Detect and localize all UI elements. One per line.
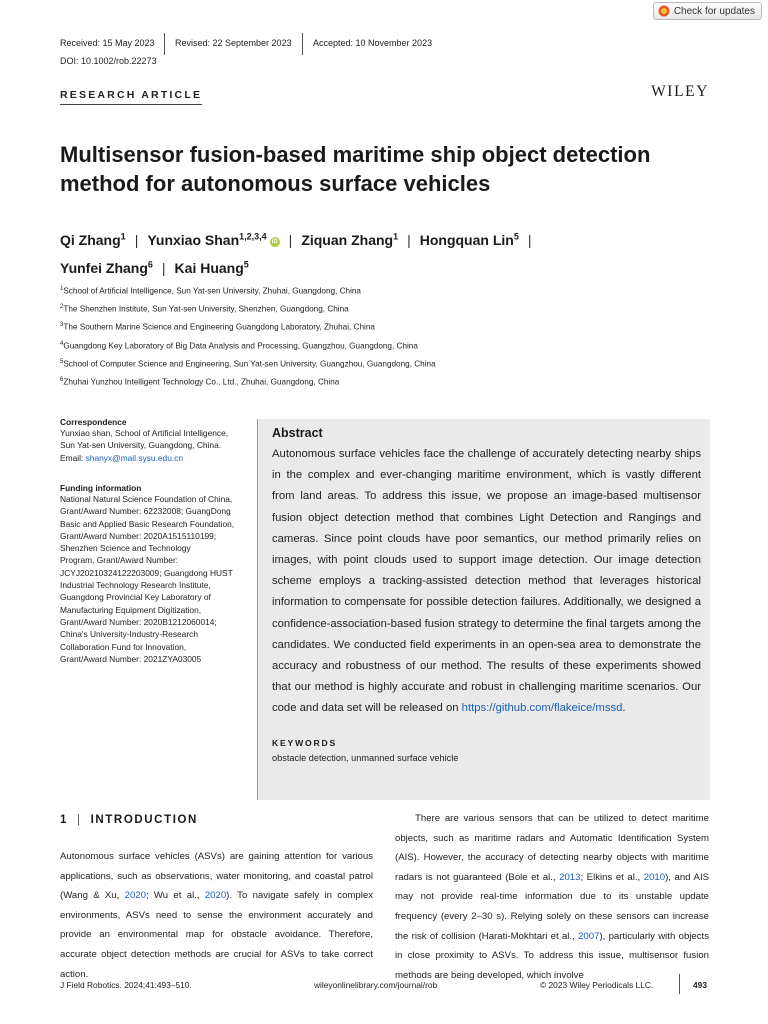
funding-line: Industrial Technology Research Institute, [60,580,211,591]
page-number: 493 [693,980,707,990]
header-divider [164,33,165,55]
intro-heading: 1 | INTRODUCTION [60,814,198,826]
affiliation: $^2$The Shenzhen Institute, Sun Yat-sen University, Shenzhen, Guangdong, China [60,304,349,314]
doi: DOI: 10.1002/rob.22273 [60,56,157,66]
funding-line: National Natural Science Foundation of China, [60,494,233,504]
footer-divider [679,974,680,994]
section-label: RESEARCH ARTICLE [60,89,203,101]
affiliation: $^5$School of Computer Science and Engineering, Sun Yat-sen University, Guangzhou, Guangdong, China [60,359,436,369]
funding-line: Basic and Applied Basic Research Foundation, [60,518,235,529]
citation-link[interactable]: 2020 [124,890,146,902]
author[interactable]: Yunfei Zhang$^6$ [60,259,153,277]
correspondence-heading: Correspondence [60,417,127,427]
section-underline [60,104,202,105]
keywords-heading: KEYWORDS [272,738,338,748]
title-line: Multisensor fusion-based maritime ship object detection [60,142,651,167]
citation-link[interactable]: 2007 [578,930,600,942]
correspondence-block [60,417,250,464]
section-number: 1 [60,814,68,826]
author[interactable]: Qi Zhang$^1$ [60,231,126,248]
intro-left-paragraph: Autonomous surface vehicles (ASVs) are gaining attention for various applications, such as observations, water monitoring, and coastal patrol (Wang & Xu, 2020; Wu et al., 2020). To navigate safely in complex environments, ASVs need to sense the environment accurately and provide an environmental map for obstacle avoidance. Therefore, accurate object detection methods are crucial for ASVs to take correct action. [60,851,374,980]
affiliation: $^1$School of Artificial Intelligence, Sun Yat-sen University, Zhuhai, Guangdong, China [60,286,361,296]
keywords-text: obstacle detection, unmanned surface vehicle [272,753,459,763]
funding-line: Program, Grant/Award Number: [60,555,179,566]
author[interactable]: Hongquan Lin$^5$ [419,231,519,248]
funding-line: Manufacturing Equipment Digitization, [60,604,202,615]
abstract-box [257,419,710,800]
header-divider [302,33,303,55]
accepted-date: Accepted: 10 November 2023 [313,38,433,48]
revised-date: Revised: 22 September 2023 [175,38,292,48]
funding-heading: Funding information [60,483,142,493]
funding-line: Grant/Award Number: 2020A1515110199; [60,530,217,541]
funding-line: Grant/Award Number: 62232008; GuangDong [60,506,231,517]
check-updates-icon [658,5,670,17]
correspondence-line: Sun Yat-sen University, Guangdong, China. [60,440,222,451]
funding-line: China's University-Industry-Research [60,629,198,640]
affiliation: $^6$Zhuhai Yunzhou Intelligent Technology Co., Ltd., Zhuhai, Guangdong, China [60,377,340,387]
funding-line: Guangdong Provincial Key Laboratory of [60,592,211,603]
affiliation: $^4$Guangdong Key Laboratory of Big Data Analysis and Processing, Guangzhou, Guangdong, China [60,341,418,351]
email-link[interactable]: shanyx@mail.sysu.edu.cn [85,452,184,463]
check-updates-label: Check for updates [673,5,755,17]
citation-link[interactable]: 2013 [559,871,581,883]
funding-line: Grant/Award Number: 2020B1212060014; [60,616,217,627]
citation-link[interactable]: 2020 [204,890,227,902]
received-date: Received: 15 May 2023 [60,38,155,48]
funding-line: JCYJ20210324122203009; Guangdong HUST [60,567,233,578]
abstract-heading: Abstract [272,426,323,440]
author[interactable]: Ziquan Zhang$^1$ [301,231,399,248]
code-link[interactable]: https://github.com/flakeice/mssd [461,702,623,715]
author-list: Qi Zhang$^1$ | Yunxiao Shan$^{1,2,3,4}$iD | Ziquan Zhang$^1$ | Hongquan Lin$^5$ | Yunfei Zhang$^6$ | Kai Huang$^5$ [60,231,532,277]
correspondence-email-line: Email: shanyx@mail.sysu.edu.cn [60,452,184,463]
funding-line: Collaboration Fund for Innovation, [60,641,187,652]
funding-block [60,483,250,665]
journal-url-link[interactable]: wileyonlinelibrary.com/journal/rob [314,980,438,990]
funding-line: Shenzhen Science and Technology [60,543,191,554]
copyright: © 2023 Wiley Periodicals LLC. [540,980,654,990]
article-title [60,140,700,198]
orcid-icon[interactable]: iD [271,238,278,245]
check-for-updates-button[interactable] [653,2,762,20]
affiliation: $^3$The Southern Marine Science and Engineering Guangdong Laboratory, Zhuhai, China [60,322,375,332]
title-line: method for autonomous surface vehicles [60,171,491,196]
author[interactable]: Kai Huang$^5$ [174,259,249,277]
abstract-text: Autonomous surface vehicles face the challenge of accurately detecting nearby ships in the complex and ever-changing maritime environment, which is vastly different from land areas. To address this issue, we propose an image-based multisensor fusion object detection method that combines Light Detection and Rangings and cameras. Since point clouds have poor semantics, our method primarily relies on images, with point clouds used to support image detection. Our image detection scheme employs a tracking-assisted detection method that leverages historical information to compensate for possible detection failures. Additionally, we designed a confidence-association-based fusion strategy to determine the final targets among the candidates. We conducted field experiments in an open-sea area to demonstrate the accuracy and robustness of our method. The results of these experiments showed that our method is highly accurate and robust in challenging maritime scenarios. Our code and data set will be released on https://github.com/flakeice/mssd. [272,448,701,715]
correspondence-line: Yunxiao shan, School of Artificial Intelligence, [60,428,229,438]
intro-right-paragraph: There are various sensors that can be utilized to detect maritime objects, such as maritime radars and Automatic Identification System (AIS). However, the accuracy of detecting nearby objects with maritime radars is not guaranteed (Bole et al., 2013; Elkins et al., 2010), and AIS may not provide real-time information due to its unstable update frequency (every 2–30 s). Relying solely on these sensors can increase the risk of collision (Harati-Mokhtari et al., 2007), particularly with objects in close proximity to ASVs. To address this issue, multisensor fusion methods are being developed, which involve [395,813,710,981]
publisher-logo: WILEY [651,83,709,100]
author[interactable]: Yunxiao Shan$^{1,2,3,4}$ [147,231,267,248]
funding-line: Grant/Award Number: 2021ZYA03005 [60,653,202,664]
citation-link[interactable]: 2010 [643,871,666,883]
journal-citation: J Field Robotics. 2024;41:493–510. [60,980,192,990]
